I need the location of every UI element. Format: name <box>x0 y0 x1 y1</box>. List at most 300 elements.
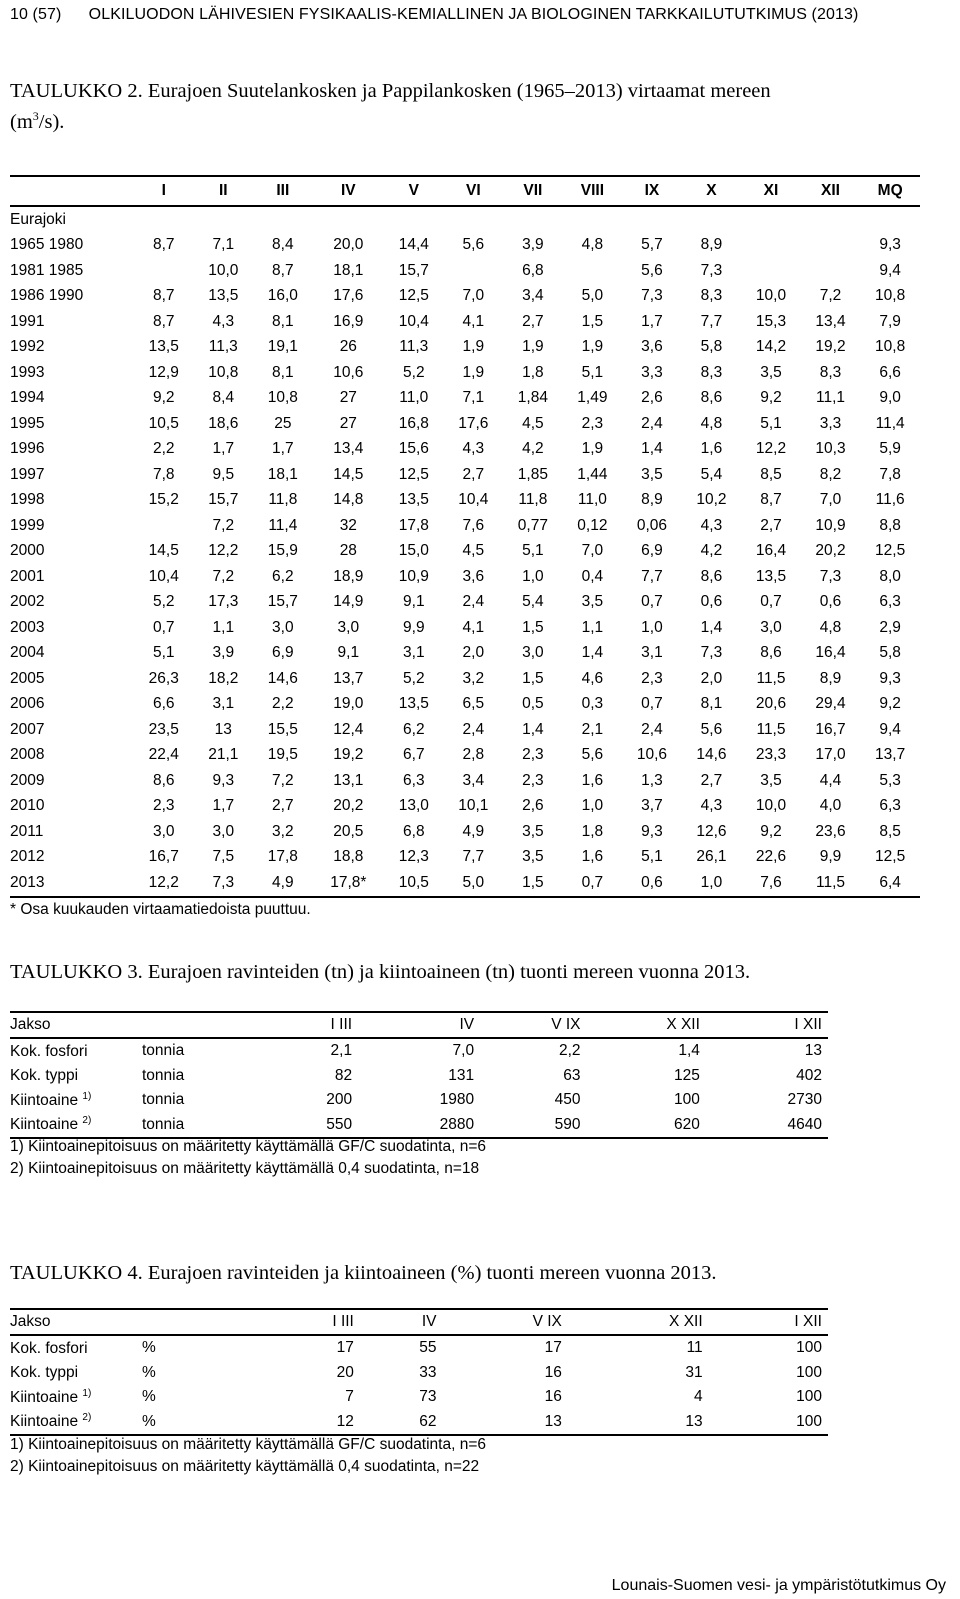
flow-table-cell: 4,5 <box>522 414 544 432</box>
load-table-percent-row <box>10 1361 828 1386</box>
load-table-percent-cell: 17 <box>336 1339 354 1357</box>
flow-table-cell: 9,2 <box>760 822 782 840</box>
flow-table-cell: 9,2 <box>152 389 175 407</box>
flow-table-cell: 17,6 <box>333 287 364 305</box>
flow-table-cell: 27 <box>339 389 357 407</box>
flow-table-col-header: III <box>253 176 313 206</box>
flow-table-row <box>10 411 920 437</box>
flow-table-cell: 1,49 <box>577 389 608 407</box>
flow-table-cell: 4,1 <box>462 618 485 636</box>
flow-table-cell: 0,3 <box>581 695 604 713</box>
flow-table-cell: 3,9 <box>522 236 544 254</box>
flow-table-cell: 19,2 <box>815 338 846 356</box>
flow-table-cell: 1,4 <box>522 720 544 738</box>
load-table-tonnes-row-label <box>10 1038 142 1064</box>
flow-table-cell: 1,44 <box>577 465 608 483</box>
flow-table-row <box>10 539 920 565</box>
flow-table-cell: 8,1 <box>272 312 294 330</box>
flow-table-cell: 8,3 <box>700 287 723 305</box>
flow-table-cell: 16,8 <box>398 414 429 432</box>
load-table-tonnes-col-header: V IX <box>480 1012 586 1038</box>
flow-table-cell: 8,6 <box>760 644 782 662</box>
flow-table-cell: 11,8 <box>518 491 548 509</box>
flow-table-row <box>10 819 920 845</box>
flow-table-cell: 3,3 <box>641 363 663 381</box>
flow-table-cell: 2,4 <box>462 720 485 738</box>
flow-table-row-label: 2012 <box>10 848 45 866</box>
flow-table-cell: 6,3 <box>879 797 901 815</box>
flow-table-cell: 5,2 <box>152 593 175 611</box>
load-table-tonnes-row-label-sup: 1) <box>82 1090 92 1102</box>
flow-table-cell: 10,5 <box>384 870 444 897</box>
flow-table-cell: 3,5 <box>760 363 782 381</box>
flow-table-cell: 4,1 <box>462 312 485 330</box>
flow-table-cell: 10,5 <box>148 414 179 432</box>
flow-table-row <box>10 615 920 641</box>
flow-table-cell: 1,8 <box>522 363 544 381</box>
flow-table-row-label: 1993 <box>10 363 45 381</box>
load-table-tonnes-cell: 590 <box>480 1113 586 1139</box>
flow-table-cell: 7,0 <box>819 491 842 509</box>
flow-table-col-header: VII <box>503 176 563 206</box>
flow-table-cell: 8,4 <box>272 236 294 254</box>
flow-table-cell: 3,0 <box>760 618 782 636</box>
flow-table-cell: 8,3 <box>819 363 842 381</box>
flow-table-cell: 6,8 <box>522 261 544 279</box>
flow-table-cell: 6,3 <box>879 593 901 611</box>
flow-table-cell: 18,2 <box>208 669 239 687</box>
flow-table-cell: 5,6 <box>581 746 604 764</box>
flow-table-cell: 3,1 <box>212 695 235 713</box>
flow-table-cell: 7,3 <box>819 567 842 585</box>
load-table-percent-cell: 17 <box>544 1339 562 1357</box>
flow-table-cell: 10,6 <box>636 746 667 764</box>
flow-table-row-label: 2009 <box>10 771 45 789</box>
flow-table-cell: 14,4 <box>398 236 429 254</box>
flow-table-cell: 2,8 <box>462 746 485 764</box>
flow-table-cell: 12,6 <box>696 822 727 840</box>
flow-table-cell: 17,6 <box>458 414 489 432</box>
flow-table-cell: 2,7 <box>272 797 294 815</box>
flow-table-cell: 5,6 <box>641 261 663 279</box>
flow-table-cell: 2,3 <box>581 414 604 432</box>
flow-table-group-label: Eurajoki <box>10 210 66 228</box>
flow-table-cell: 12,5 <box>398 287 429 305</box>
flow-table-cell: 2,7 <box>700 771 723 789</box>
flow-table-cell: 10,0 <box>755 797 787 815</box>
flow-table-cell: 5,1 <box>581 363 604 381</box>
load-table-tonnes-cell: 1,4 <box>678 1042 700 1060</box>
flow-table-cell: 11,3 <box>208 338 238 356</box>
table3-notes <box>10 1136 486 1180</box>
flow-table-cell: 3,6 <box>462 567 485 585</box>
flow-table-cell: 9,9 <box>403 618 425 636</box>
flow-table-cell: 10,0 <box>755 287 787 305</box>
flow-table-cell: 15,5 <box>267 720 298 738</box>
flow-table-cell: 8,6 <box>152 771 175 789</box>
load-table-tonnes-col-header: X XII <box>587 1012 706 1038</box>
flow-table-cell: 4,5 <box>462 542 485 560</box>
flow-table-cell: 8,7 <box>152 287 175 305</box>
flow-table-cell: 15,7 <box>208 491 239 509</box>
flow-table-header-label <box>10 176 134 206</box>
flow-table-cell: 6,8 <box>403 822 425 840</box>
flow-table-cell: 3,0 <box>152 822 175 840</box>
flow-table-cell: 21,1 <box>208 746 239 764</box>
flow-table-cell <box>801 258 861 284</box>
flow-table-cell: 0,6 <box>700 593 723 611</box>
flow-table-cell: 8,1 <box>272 363 294 381</box>
flow-table-row-label: 2001 <box>10 567 45 585</box>
flow-table-cell: 8,1 <box>700 695 723 713</box>
flow-table-cell: 10,9 <box>398 567 429 585</box>
flow-table-cell: 2,7 <box>522 312 544 330</box>
flow-table-cell: 14,6 <box>267 669 298 687</box>
page-header: 10 (57) OLKILUODON LÄHIVESIEN FYSIKAALIS-KEMIALLINEN JA BIOLOGINEN TARKKAILUTUTKIMUS (2013) <box>10 6 859 23</box>
load-table-tonnes-row-unit: tonnia <box>142 1091 185 1109</box>
flow-table-group-empty-cell <box>134 206 194 233</box>
flow-table-cell: 10,8 <box>875 338 906 356</box>
flow-table-cell: 7,1 <box>212 236 235 254</box>
flow-table-cell: 1,0 <box>581 797 604 815</box>
flow-table-cell: 18,6 <box>208 414 239 432</box>
flow-table-row-label: 1991 <box>10 312 45 330</box>
flow-table-row <box>10 360 920 386</box>
table4-caption: TAULUKKO 4. Eurajoen ravinteiden ja kiintoaineen (%) tuonti mereen vuonna 2013. <box>10 1262 717 1284</box>
flow-table-row <box>10 692 920 718</box>
load-table-tonnes-cell: 620 <box>587 1113 706 1139</box>
load-table-percent-cell: 11 <box>686 1339 703 1357</box>
flow-table-cell: 17,8* <box>313 870 384 897</box>
flow-table-cell: 5,1 <box>760 414 782 432</box>
flow-table-row-label: 2007 <box>10 720 45 738</box>
flow-table <box>10 175 920 898</box>
flow-table-cell: 0,7 <box>563 870 623 897</box>
flow-table-cell: 10,0 <box>208 261 239 279</box>
flow-table-cell: 3,1 <box>403 644 425 662</box>
flow-table-cell: 11,0 <box>577 491 607 509</box>
flow-table-cell: 0,7 <box>760 593 782 611</box>
flow-table-cell: 2,0 <box>462 644 485 662</box>
flow-table-row-label: 1997 <box>10 465 45 483</box>
load-table-percent-cell: 33 <box>419 1363 437 1381</box>
flow-table-cell: 3,1 <box>641 644 663 662</box>
load-table-percent-cell: 13 <box>442 1410 567 1436</box>
flow-table-cell: 11,5 <box>756 669 786 687</box>
flow-table-cell: 4,6 <box>581 669 604 687</box>
flow-table-cell: 26 <box>339 338 357 356</box>
flow-table-group-empty-cell <box>741 206 801 233</box>
flow-table-cell: 22,4 <box>148 746 179 764</box>
flow-table-col-header: X <box>682 176 742 206</box>
load-table-percent-row-label-text: Kok. typpi <box>10 1364 79 1382</box>
flow-table-cell: 5,1 <box>641 848 663 866</box>
flow-table-cell: 20,6 <box>755 695 787 713</box>
load-table-tonnes-cell: 200 <box>326 1091 353 1109</box>
table2-caption-unit-post: /s). <box>38 110 65 133</box>
load-table-tonnes-row-unit: tonnia <box>142 1042 185 1060</box>
flow-table-cell: 3,5 <box>581 593 604 611</box>
flow-table-cell: 7,3 <box>641 287 663 305</box>
flow-table-cell: 14,9 <box>333 593 364 611</box>
flow-table-cell: 5,1 <box>522 542 544 560</box>
flow-table-cell: 20,5 <box>333 822 364 840</box>
load-table-tonnes-row <box>10 1088 828 1113</box>
flow-table-row-label: 1996 <box>10 440 45 458</box>
flow-table-cell: 1,6 <box>700 440 723 458</box>
flow-table-cell: 1,4 <box>700 618 723 636</box>
load-table-tonnes-row-label-sup: 2) <box>82 1115 92 1127</box>
flow-table-cell: 7,8 <box>152 465 175 483</box>
flow-table-cell: 1,0 <box>641 618 663 636</box>
flow-table-cell: 4,8 <box>819 618 842 636</box>
flow-table-row <box>10 768 920 794</box>
flow-table-cell: 26,3 <box>148 669 179 687</box>
flow-table-cell: 12,5 <box>875 848 906 866</box>
flow-table-cell: 6,2 <box>403 720 425 738</box>
flow-table-cell: 12,9 <box>148 363 179 381</box>
flow-table-cell: 4,9 <box>462 822 485 840</box>
flow-table-cell: 15,7 <box>267 593 298 611</box>
flow-table-cell: 13,4 <box>815 312 846 330</box>
flow-table-cell: 6,6 <box>879 363 901 381</box>
load-table-percent-row <box>10 1410 828 1436</box>
flow-table-cell: 11,5 <box>756 720 786 738</box>
table3-caption: TAULUKKO 3. Eurajoen ravinteiden (tn) ja kiintoaineen (tn) tuonti mereen vuonna 2013. <box>10 961 751 983</box>
flow-table-cell: 20,2 <box>333 797 364 815</box>
flow-table-cell: 23,6 <box>815 822 846 840</box>
flow-table-cell: 0,7 <box>641 695 663 713</box>
flow-table-cell: 8,7 <box>760 491 782 509</box>
flow-table-cell: 1,9 <box>522 338 544 356</box>
flow-table-cell: 12,2 <box>208 542 239 560</box>
flow-table-cell: 3,2 <box>272 822 294 840</box>
flow-table-cell <box>741 233 801 259</box>
flow-table-cell: 3,4 <box>522 287 544 305</box>
flow-table-row <box>10 309 920 335</box>
flow-table-cell: 0,6 <box>622 870 682 897</box>
flow-table-cell: 2,0 <box>700 669 723 687</box>
load-table-percent-row-label <box>10 1385 142 1410</box>
load-table-percent-cell: 73 <box>419 1388 437 1406</box>
flow-table-cell: 3,4 <box>462 771 485 789</box>
flow-table-cell: 2,9 <box>879 618 901 636</box>
flow-table-cell: 2,6 <box>641 389 663 407</box>
flow-table-cell: 2,4 <box>462 593 485 611</box>
load-table-tonnes-row <box>10 1064 828 1089</box>
load-table-tonnes-row-label <box>10 1088 142 1113</box>
load-table-tonnes-row-unit: tonnia <box>142 1113 262 1139</box>
load-table-tonnes-cell: 402 <box>796 1066 822 1084</box>
flow-table-cell: 16,4 <box>815 644 846 662</box>
flow-table-cell: 4,2 <box>522 440 544 458</box>
flow-table-cell: 3,0 <box>272 618 294 636</box>
flow-table-cell: 9,5 <box>212 465 235 483</box>
load-table-percent-col-header: Jakso <box>10 1309 142 1335</box>
load-table-tonnes-cell: 550 <box>262 1113 358 1139</box>
flow-table-group-empty-cell <box>563 206 623 233</box>
flow-table-cell: 10,8 <box>875 287 906 305</box>
flow-table-cell: 17,0 <box>815 746 846 764</box>
flow-table-cell: 1,85 <box>517 465 548 483</box>
flow-table-cell: 3,7 <box>641 797 663 815</box>
load-table-percent-body <box>10 1335 828 1435</box>
load-table-percent-row <box>10 1335 828 1361</box>
load-table-percent-row-label-text: Kiintoaine <box>10 1413 83 1431</box>
flow-table-cell: 1,5 <box>522 618 544 636</box>
load-table-percent-note: 2) Kiintoainepitoisuus on määritetty käyttämällä 0,4 suodatinta, n=22 <box>10 1458 480 1475</box>
flow-table-cell: 14,5 <box>148 542 179 560</box>
load-table-percent-row-label <box>10 1410 142 1436</box>
flow-table-cell: 23,5 <box>148 720 179 738</box>
load-table-percent-cell: 100 <box>709 1410 828 1436</box>
flow-table-cell: 6,9 <box>272 644 294 662</box>
flow-table-cell: 18,9 <box>333 567 364 585</box>
flow-table-cell: 9,3 <box>641 822 663 840</box>
flow-table-cell: 9,0 <box>879 389 901 407</box>
flow-table-row <box>10 335 920 361</box>
flow-table-cell: 27 <box>339 414 357 432</box>
flow-table-cell: 6,4 <box>860 870 920 897</box>
flow-table-cell: 0,12 <box>577 516 608 534</box>
flow-table-row <box>10 513 920 539</box>
load-table-tonnes-cell: 1980 <box>439 1091 475 1109</box>
flow-table-cell: 1,7 <box>641 312 663 330</box>
flow-table-row-label: 2011 <box>10 822 44 840</box>
flow-table-row-label: 1992 <box>10 338 45 356</box>
flow-table-row <box>10 437 920 463</box>
flow-table-cell: 1,7 <box>212 797 235 815</box>
flow-table-cell: 1,7 <box>272 440 294 458</box>
load-table-percent <box>10 1308 828 1436</box>
load-table-percent-cell: 12 <box>262 1410 360 1436</box>
load-table-tonnes-cell: 2730 <box>787 1091 822 1109</box>
load-table-tonnes-col-header: I III <box>262 1012 358 1038</box>
flow-table-cell: 3,0 <box>522 644 544 662</box>
flow-table-cell: 12,2 <box>134 870 194 897</box>
flow-table-cell: 2,2 <box>152 440 175 458</box>
flow-table-cell: 1,1 <box>581 618 604 636</box>
flow-table-cell: 2,2 <box>272 695 294 713</box>
load-table-percent-col-header: X XII <box>568 1309 709 1335</box>
flow-table-cell: 8,6 <box>700 389 723 407</box>
flow-table-cell: 7,2 <box>272 771 294 789</box>
load-table-percent-row-label <box>10 1335 142 1361</box>
load-table-tonnes-cell: 2,1 <box>330 1042 353 1060</box>
flow-table-cell: 10,4 <box>398 312 429 330</box>
load-table-percent-col-header: V IX <box>442 1309 567 1335</box>
flow-table-cell: 5,8 <box>700 338 723 356</box>
flow-table-cell: 7,2 <box>212 567 235 585</box>
load-table-percent-row-label-text: Kok. fosfori <box>10 1339 88 1357</box>
flow-table-col-header: VIII <box>563 176 623 206</box>
flow-table-cell: 10,3 <box>815 440 846 458</box>
flow-table-cell: 7,3 <box>700 261 723 279</box>
flow-table-cell: 10,8 <box>267 389 298 407</box>
load-table-percent-cell: 62 <box>360 1410 443 1436</box>
flow-table-cell <box>563 258 623 284</box>
flow-table-col-header: I <box>134 176 194 206</box>
flow-table-cell: 13,7 <box>333 669 364 687</box>
flow-table-cell: 19,1 <box>267 338 298 356</box>
load-table-percent-row-unit: % <box>142 1339 156 1357</box>
flow-table-cell <box>444 258 504 284</box>
flow-table-cell: 10,9 <box>815 516 846 534</box>
flow-table-cell: 4,0 <box>819 797 842 815</box>
flow-table-cell: 8,4 <box>212 389 235 407</box>
flow-table-header <box>10 176 920 206</box>
flow-table-cell: 15,2 <box>148 491 179 509</box>
flow-table-cell: 16,0 <box>267 287 298 305</box>
flow-table-cell: 2,1 <box>581 720 604 738</box>
load-table-tonnes-row-label-text: Kiintoaine <box>10 1091 83 1109</box>
load-table-percent-col-header: IV <box>360 1309 443 1335</box>
flow-table-cell: 8,2 <box>819 465 842 483</box>
flow-table-cell: 13 <box>214 720 232 738</box>
load-table-tonnes-row-label-text: Kiintoaine <box>10 1116 83 1134</box>
flow-table-cell: 3,5 <box>760 771 782 789</box>
flow-table-cell: 14,5 <box>333 465 364 483</box>
flow-table-cell: 19,2 <box>333 746 364 764</box>
load-table-percent-col-header <box>142 1309 262 1335</box>
load-table-percent-row-unit: % <box>142 1410 262 1436</box>
flow-table-cell: 8,6 <box>700 567 723 585</box>
flow-table-cell: 16,4 <box>755 542 787 560</box>
flow-table-cell: 7,3 <box>194 870 254 897</box>
flow-table-row-label: 2005 <box>10 669 45 687</box>
flow-table-cell: 6,3 <box>403 771 425 789</box>
flow-table-cell: 6,5 <box>462 695 485 713</box>
flow-table-cell: 6,7 <box>403 746 425 764</box>
flow-table-group-empty-cell <box>313 206 384 233</box>
flow-table-col-header: XI <box>741 176 801 206</box>
flow-table-cell: 5,4 <box>700 465 723 483</box>
flow-table-group-empty-cell <box>801 206 861 233</box>
flow-table-cell: 0,7 <box>641 593 663 611</box>
flow-table-cell: 19,5 <box>267 746 298 764</box>
flow-table-cell: 0,7 <box>152 618 175 636</box>
load-table-tonnes-cell: 131 <box>448 1066 475 1084</box>
load-table-percent-cell: 100 <box>796 1339 822 1357</box>
load-table-tonnes-col-header: I XII <box>706 1012 828 1038</box>
flow-table-cell: 3,5 <box>522 822 544 840</box>
flow-table-cell: 9,3 <box>879 669 901 687</box>
load-table-percent-cell: 13 <box>568 1410 709 1436</box>
load-table-tonnes-cell: 82 <box>334 1066 353 1084</box>
flow-table-row <box>10 870 920 897</box>
flow-table-cell: 8,7 <box>152 312 175 330</box>
flow-table-cell: 8,3 <box>700 363 723 381</box>
flow-table-cell: 2,4 <box>641 720 663 738</box>
flow-table-cell: 12,2 <box>755 440 787 458</box>
flow-table-cell: 4,4 <box>819 771 842 789</box>
flow-table-col-header: IX <box>622 176 682 206</box>
flow-table-cell: 15,0 <box>398 542 429 560</box>
flow-table-row <box>10 258 920 284</box>
load-table-percent-row-unit: % <box>142 1363 156 1381</box>
load-table-tonnes-row-unit: tonnia <box>142 1066 185 1084</box>
table2-caption-unit-pre: (m <box>10 110 33 133</box>
load-table-percent-row-label-sup: 1) <box>82 1387 92 1399</box>
flow-table-row <box>10 284 920 310</box>
flow-table-cell: 4,3 <box>700 516 723 534</box>
flow-table-cell: 1,8 <box>581 822 604 840</box>
load-table-tonnes-cell: 63 <box>563 1066 581 1084</box>
flow-table-cell: 26,1 <box>696 848 727 866</box>
flow-table-cell: 11,8 <box>268 491 298 509</box>
flow-table-cell: 13,1 <box>333 771 364 789</box>
load-table-tonnes-row-label-text: Kok. typpi <box>10 1067 79 1085</box>
